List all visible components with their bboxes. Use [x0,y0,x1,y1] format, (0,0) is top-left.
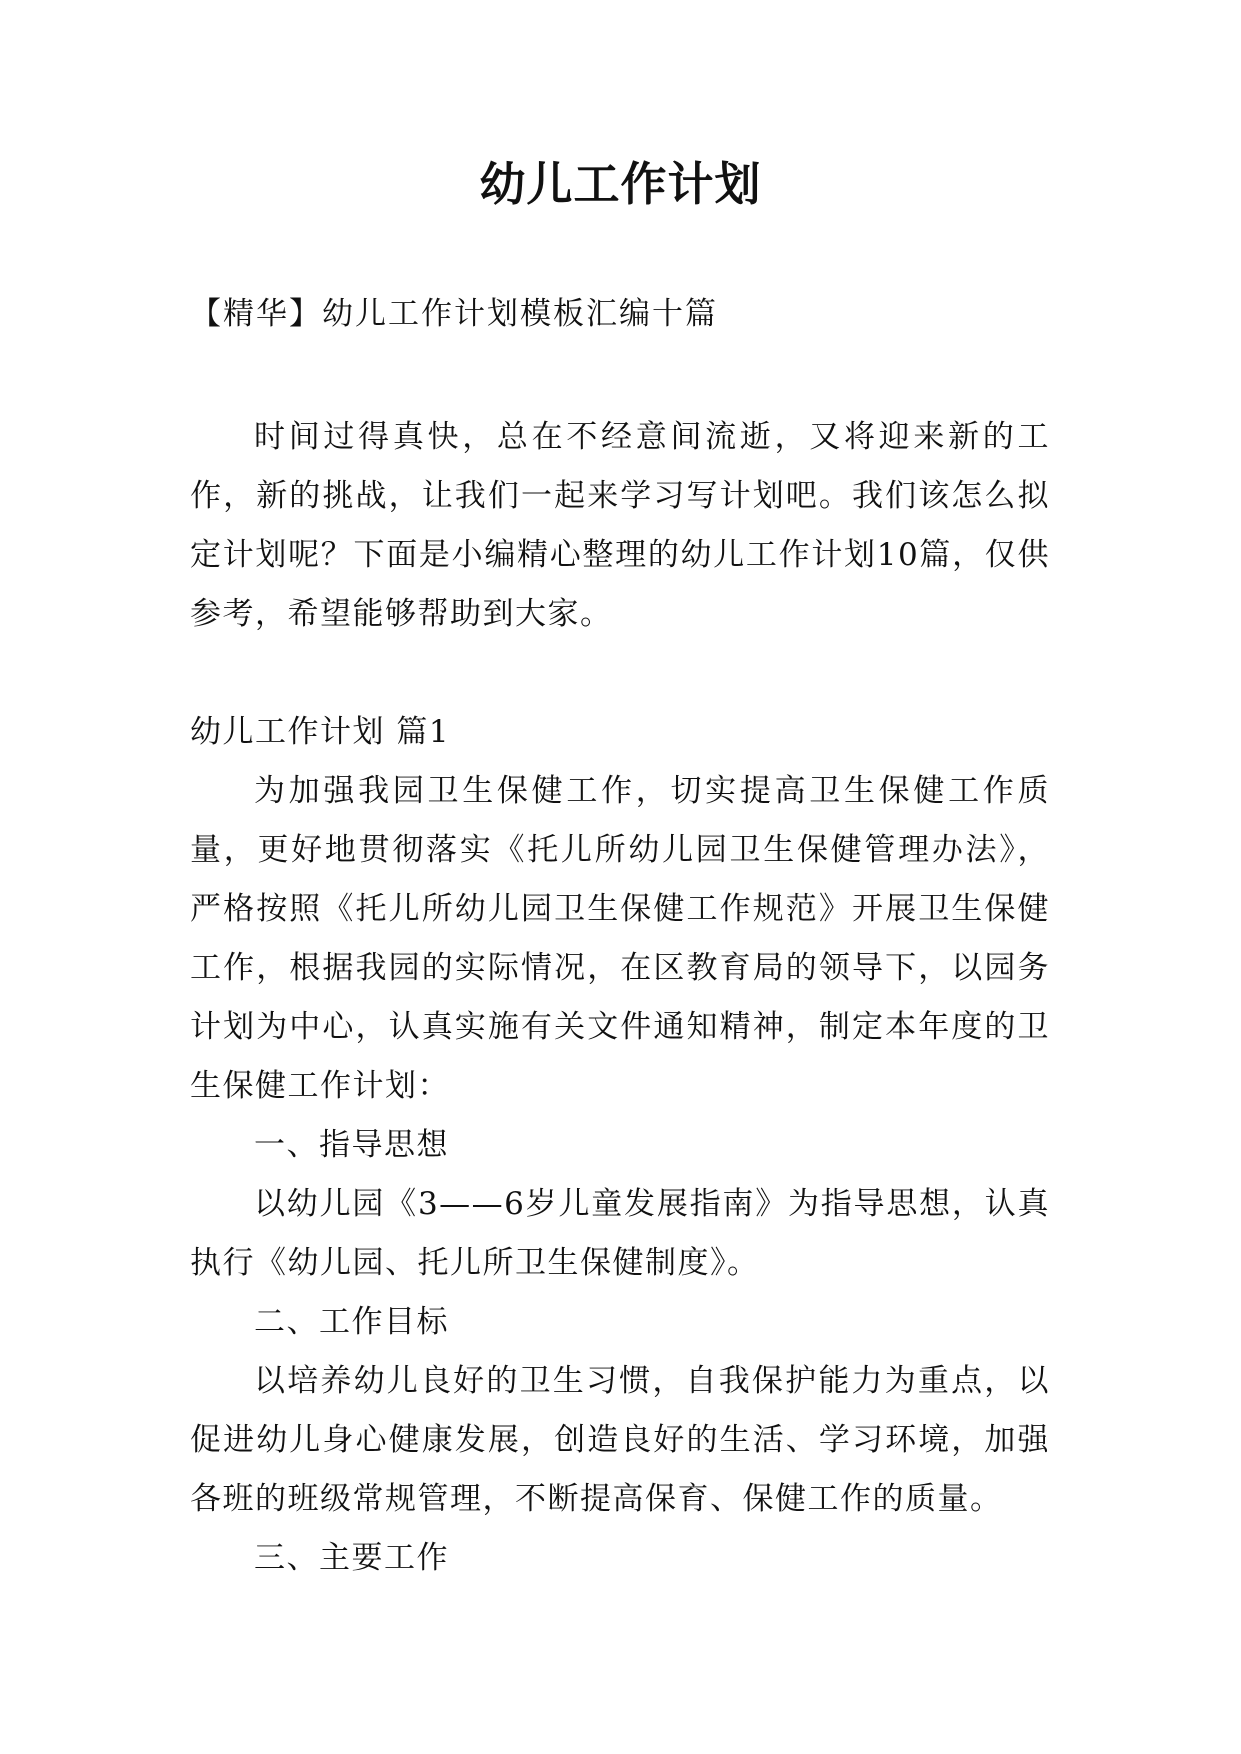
body-paragraph: 以幼儿园《3——6岁儿童发展指南》为指导思想，认真执行《幼儿园、托儿所卫生保健制度》。 [190,1186,1050,1281]
section-heading: 幼儿工作计划 篇1 [190,714,451,750]
body-paragraph: 以培养幼儿良好的卫生习惯，自我保护能力为重点，以促进幼儿身心健康发展，创造良好的生活、学习环境，加强各班的班级常规管理，不断提高保育、保健工作的质量。 [190,1363,1050,1517]
document-subtitle: 【精华】幼儿工作计划模板汇编十篇 [190,296,718,332]
body-paragraph: 为加强我园卫生保健工作，切实提高卫生保健工作质量，更好地贯彻落实《托儿所幼儿园卫生保健管理办法》，严格按照《托儿所幼儿园卫生保健工作规范》开展卫生保健工作，根据我园的实际情况，在区教育局的领导下，以园务计划为中心，认真实施有关文件通知精神，制定本年度的卫生保健工作计划： [190,773,1050,1104]
heading-main-work: 三、主要工作 [254,1540,449,1576]
intro-paragraph: 时间过得真快，总在不经意间流逝，又将迎来新的工作，新的挑战，让我们一起来学习写计划吧。我们该怎么拟定计划呢？下面是小编精心整理的幼儿工作计划10篇，仅供参考，希望能够帮助到大家。 [190,419,1050,632]
heading-guiding-ideology: 一、指导思想 [254,1127,449,1163]
heading-work-goals: 二、工作目标 [254,1304,449,1340]
document-title: 幼儿工作计划 [479,157,762,211]
document-body [190,408,1050,1588]
